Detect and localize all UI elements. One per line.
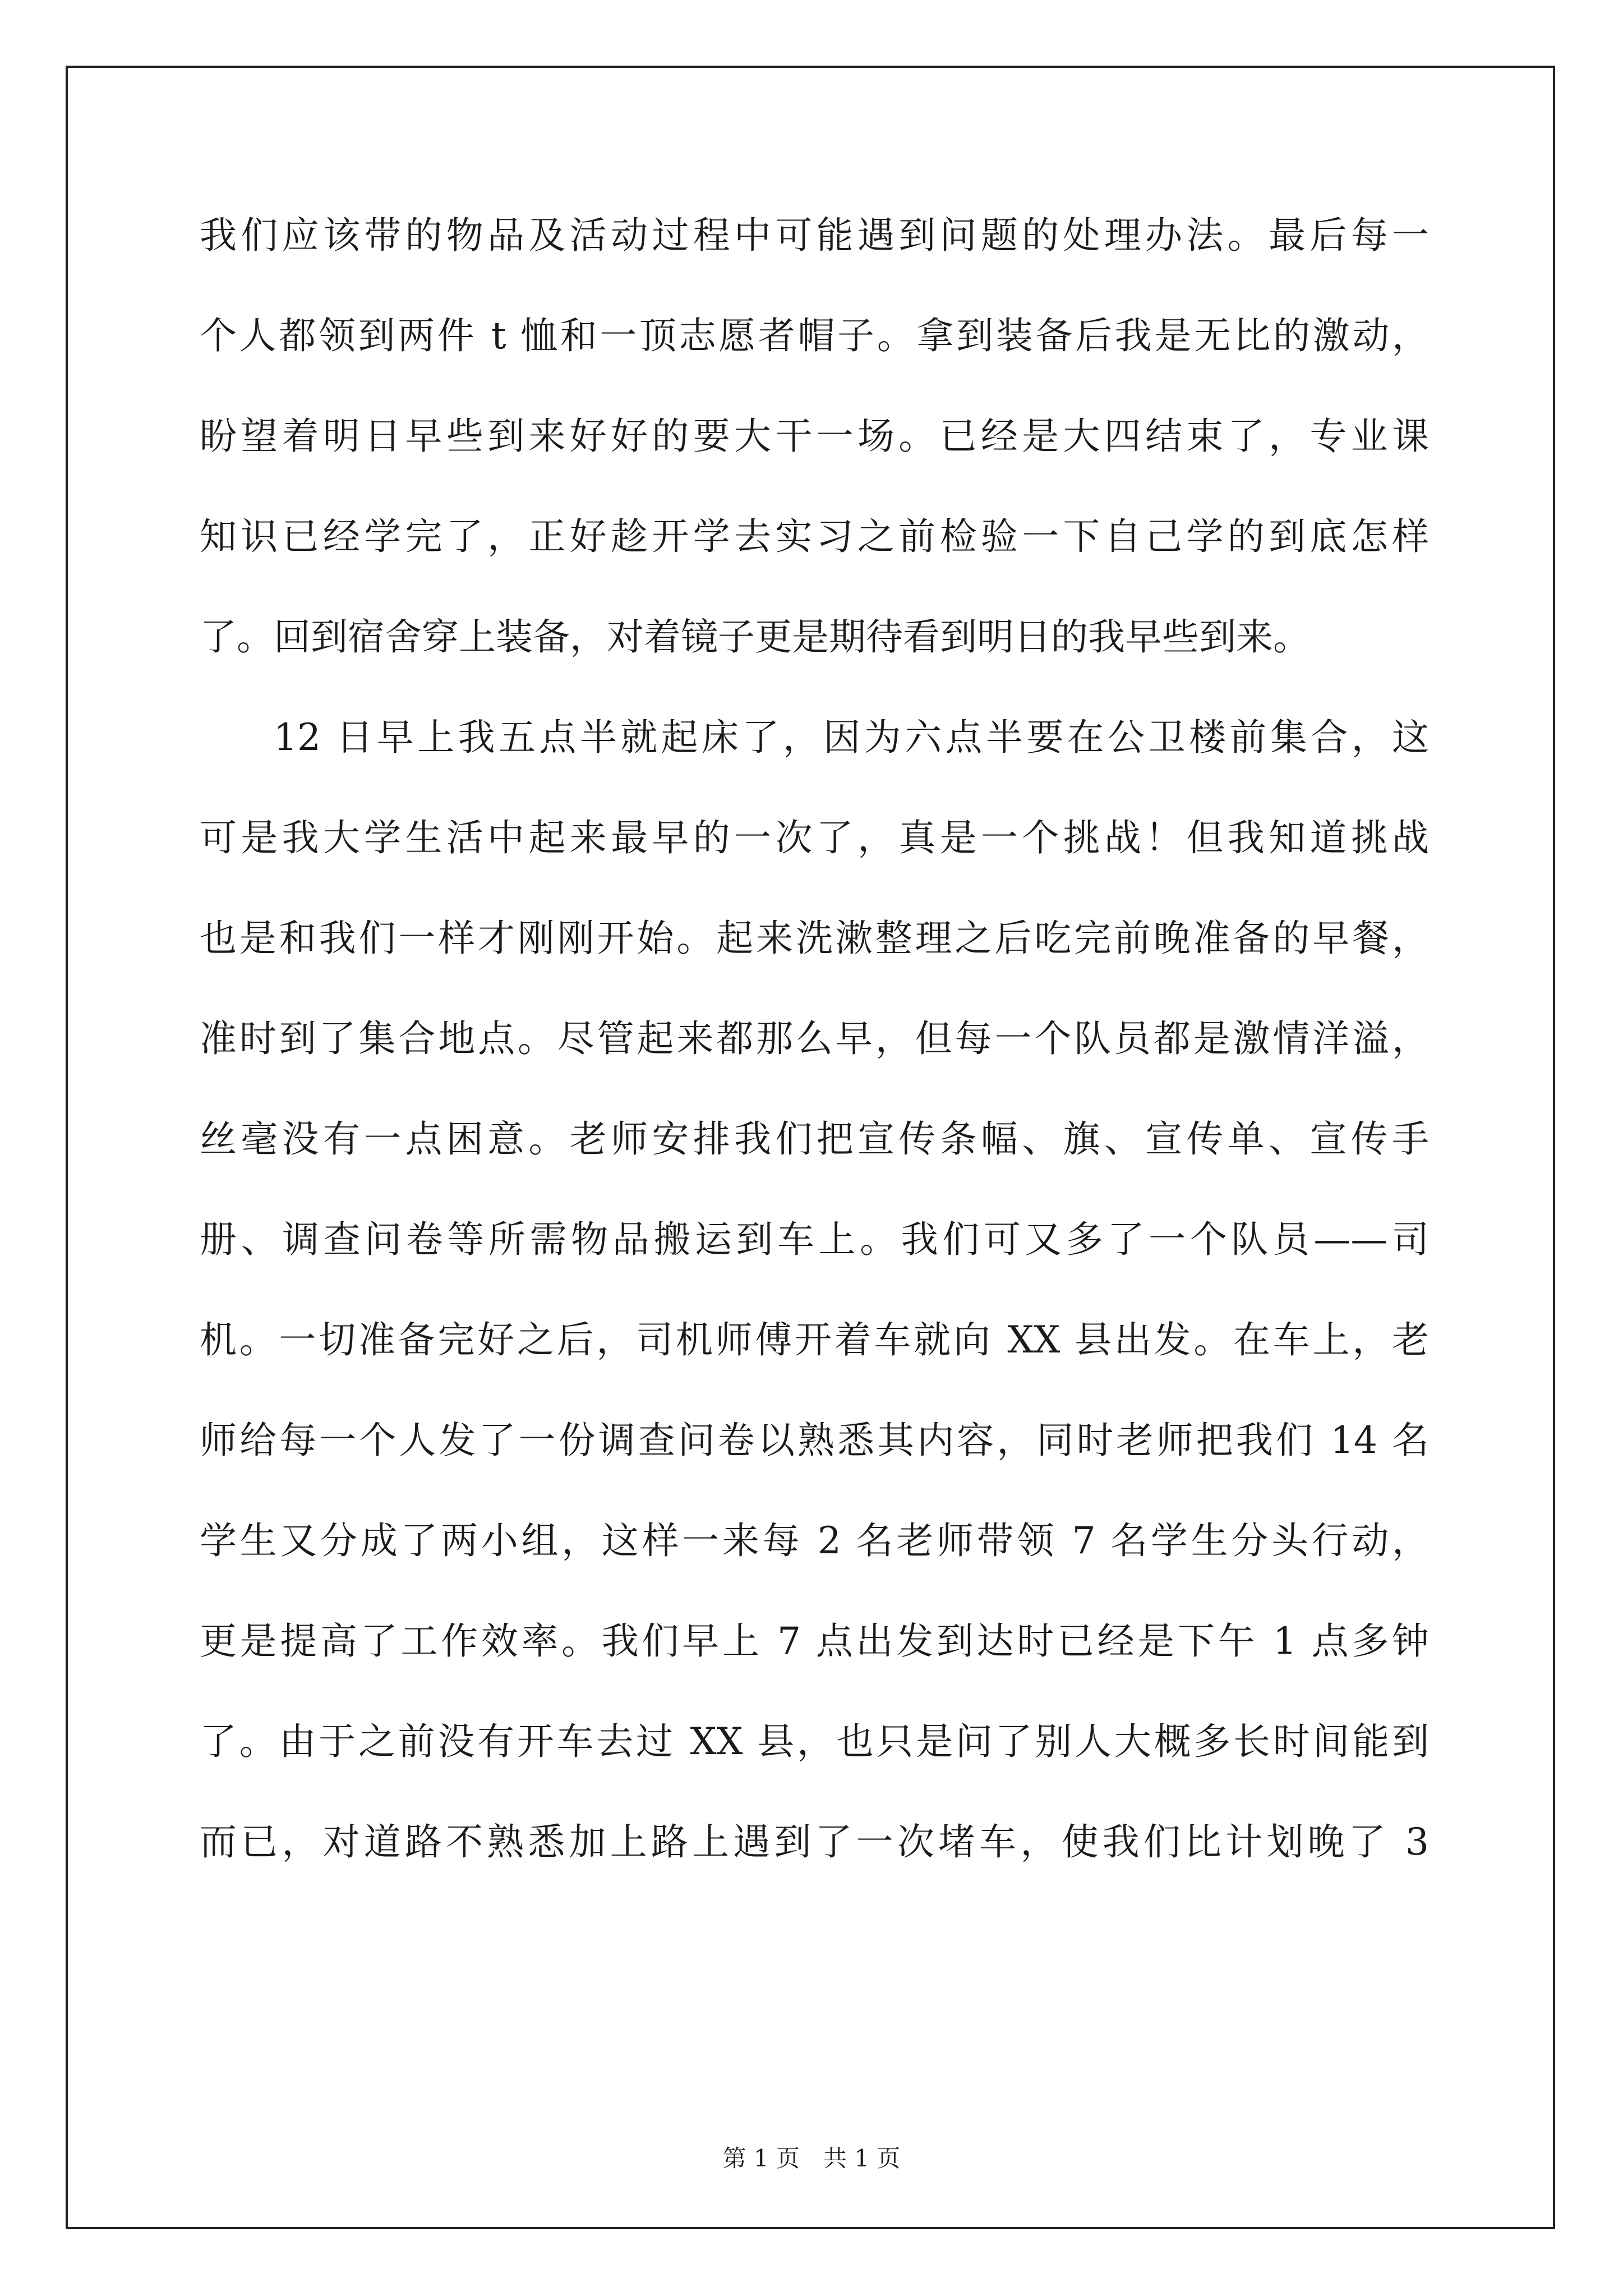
paragraph-line: 了。由于之前没有开车去过 XX 县，也只是问了别人大概多长时间能到 — [200, 1720, 1429, 1763]
paragraph-line: 丝毫没有一点困意。老师安排我们把宣传条幅、旗、宣传单、宣传手 — [200, 1117, 1429, 1161]
document-body — [200, 208, 1429, 1915]
paragraph-line: 更是提高了工作效率。我们早上 7 点出发到达时已经是下午 1 点多钟 — [200, 1619, 1429, 1663]
paragraph-line: 盼望着明日早些到来好好的要大干一场。已经是大四结束了，专业课 — [200, 415, 1429, 458]
paragraph-line: 可是我大学生活中起来最早的一次了，真是一个挑战！但我知道挑战 — [200, 816, 1429, 859]
paragraph-line: 机。一切准备完好之后，司机师傅开着车就向 XX 县出发。在车上，老 — [200, 1318, 1429, 1361]
paragraph-line: 知识已经学完了，正好趁开学去实习之前检验一下自己学的到底怎样 — [200, 515, 1429, 558]
paragraph-line: 学生又分成了两小组，这样一来每 2 名老师带领 7 名学生分头行动， — [200, 1519, 1429, 1562]
paragraph-line: 个人都领到两件 t 恤和一顶志愿者帽子。拿到装备后我是无比的激动， — [200, 314, 1429, 357]
paragraph-line: 师给每一个人发了一份调查问卷以熟悉其内容，同时老师把我们 14 名 — [200, 1419, 1429, 1462]
paragraph-line: 12 日早上我五点半就起床了，因为六点半要在公卫楼前集合，这 — [274, 716, 1429, 759]
paragraph-line: 册、调查问卷等所需物品搬运到车上。我们可又多了一个队员——司 — [200, 1218, 1429, 1261]
paragraph-line: 也是和我们一样才刚刚开始。起来洗漱整理之后吃完前晚准备的早餐， — [200, 917, 1429, 960]
page-number-footer: 第 1 页 共 1 页 — [722, 2145, 901, 2172]
paragraph-line: 准时到了集合地点。尽管起来都那么早，但每一个队员都是激情洋溢， — [200, 1017, 1429, 1060]
paragraph-line: 我们应该带的物品及活动过程中可能遇到问题的处理办法。最后每一 — [200, 214, 1429, 257]
paragraph-line: 而已，对道路不熟悉加上路上遇到了一次堵车，使我们比计划晚了 3 — [200, 1820, 1429, 1864]
paragraph-line: 了。回到宿舍穿上装备，对着镜子更是期待看到明日的我早些到来。 — [200, 615, 1310, 659]
